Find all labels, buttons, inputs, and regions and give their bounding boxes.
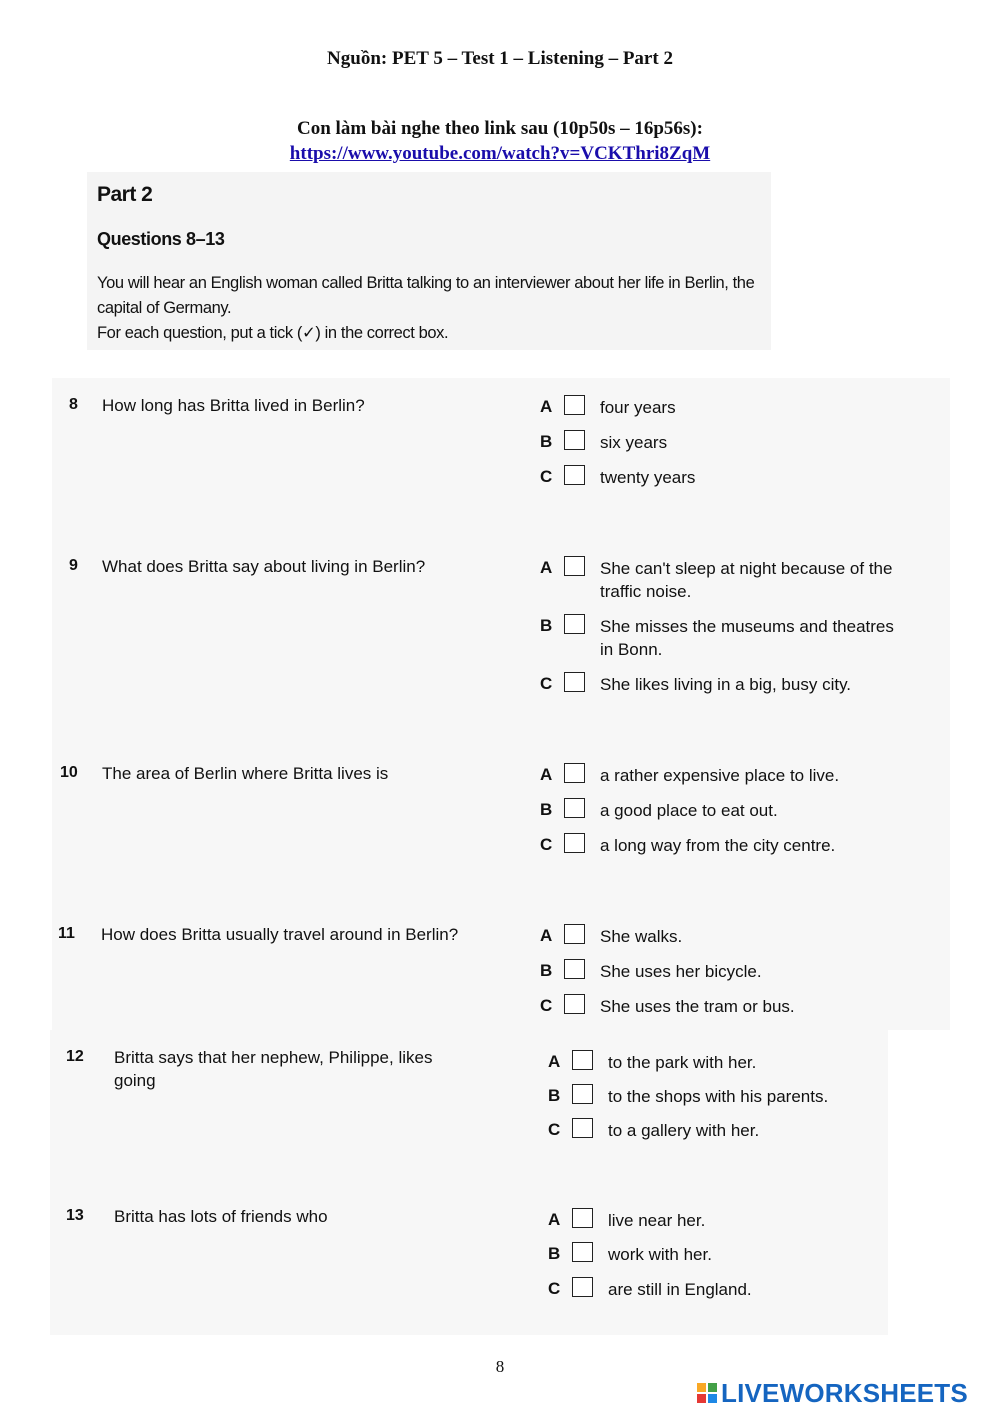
- option-text: six years: [600, 433, 668, 452]
- youtube-link[interactable]: https://www.youtube.com/watch?v=VCKThri8ZqM: [289, 143, 711, 164]
- option-letter: C: [548, 1120, 561, 1139]
- option-letter: B: [548, 1244, 561, 1263]
- answer-checkbox[interactable]: [572, 1118, 593, 1138]
- option-letter: C: [540, 996, 553, 1015]
- answer-checkbox[interactable]: [564, 556, 585, 576]
- source-line: Nguồn: PET 5 – Test 1 – Listening – Part 2: [327, 48, 673, 69]
- instructions-line-2: For each question, put a tick (✓) in the correct box.: [97, 324, 449, 342]
- answer-checkbox[interactable]: [564, 430, 585, 450]
- question-text: Britta has lots of friends who: [114, 1207, 328, 1226]
- instructions-line-1: You will hear an English woman called Britta talking to an interviewer about her life in Berlin, the capital of Germany.: [97, 274, 755, 317]
- answer-checkbox[interactable]: [564, 672, 585, 692]
- option-letter: B: [540, 616, 553, 635]
- option-letter: C: [548, 1279, 561, 1298]
- questions-range: Questions 8–13: [97, 229, 225, 249]
- logo-square: [708, 1383, 717, 1392]
- answer-checkbox[interactable]: [564, 924, 585, 944]
- question-number: 13: [66, 1207, 84, 1224]
- question-text: How long has Britta lived in Berlin?: [102, 396, 365, 415]
- liveworksheets-icon: [697, 1383, 717, 1403]
- option-text: live near her.: [608, 1211, 706, 1230]
- option-text: work with her.: [608, 1245, 712, 1264]
- question-number: 10: [60, 764, 78, 781]
- answer-checkbox[interactable]: [564, 614, 585, 634]
- option-text: She walks.: [600, 927, 683, 946]
- question-number: 8: [69, 396, 78, 413]
- instruction-text: Con làm bài nghe theo link sau (10p50s – 16p56s):: [297, 118, 703, 139]
- answer-checkbox[interactable]: [572, 1050, 593, 1070]
- answer-checkbox[interactable]: [564, 465, 585, 485]
- option-text: a rather expensive place to live.: [600, 766, 840, 785]
- option-letter: C: [540, 467, 553, 486]
- option-text: She uses the tram or bus.: [600, 997, 795, 1016]
- option-text: a good place to eat out.: [600, 801, 778, 820]
- question-number: 9: [69, 557, 78, 574]
- option-text: She misses the museums and theatres in Bonn.: [600, 617, 894, 659]
- option-text: a long way from the city centre.: [600, 836, 836, 855]
- part-instructions: [97, 271, 777, 346]
- question-text: The area of Berlin where Britta lives is: [102, 764, 389, 783]
- option-letter: A: [540, 765, 553, 784]
- option-text: are still in England.: [608, 1280, 752, 1299]
- question-text: Britta says that her nephew, Philippe, likes going: [114, 1048, 433, 1090]
- question-text: What does Britta say about living in Berlin?: [102, 557, 426, 576]
- option-letter: A: [540, 397, 553, 416]
- answer-checkbox[interactable]: [564, 833, 585, 853]
- answer-checkbox[interactable]: [564, 959, 585, 979]
- question-number: 11: [58, 925, 75, 942]
- option-text: She uses her bicycle.: [600, 962, 762, 981]
- brand-name: LIVEWORKSHEETS: [721, 1377, 968, 1408]
- answer-checkbox[interactable]: [572, 1208, 593, 1228]
- option-text: to a gallery with her.: [608, 1121, 760, 1140]
- option-letter: B: [540, 432, 553, 451]
- listening-instruction: [0, 116, 1000, 166]
- option-letter: B: [540, 961, 553, 980]
- option-letter: A: [548, 1052, 561, 1071]
- question-text: How does Britta usually travel around in Berlin?: [101, 925, 459, 944]
- option-text: to the park with her.: [608, 1053, 757, 1072]
- logo-square: [697, 1383, 706, 1392]
- option-letter: C: [540, 674, 553, 693]
- answer-checkbox[interactable]: [564, 395, 585, 415]
- option-text: twenty years: [600, 468, 696, 487]
- option-text: to the shops with his parents.: [608, 1087, 829, 1106]
- answer-checkbox[interactable]: [564, 994, 585, 1014]
- logo-square: [697, 1394, 706, 1403]
- option-letter: A: [540, 926, 553, 945]
- answer-checkbox[interactable]: [564, 798, 585, 818]
- option-text: four years: [600, 398, 676, 417]
- option-text: She can't sleep at night because of the traffic noise.: [600, 559, 893, 601]
- liveworksheets-logo[interactable]: [697, 1378, 968, 1408]
- option-letter: A: [548, 1210, 561, 1229]
- answer-checkbox[interactable]: [572, 1277, 593, 1297]
- option-text: She likes living in a big, busy city.: [600, 675, 852, 694]
- option-letter: C: [540, 835, 553, 854]
- option-letter: B: [540, 800, 553, 819]
- logo-square: [708, 1394, 717, 1403]
- question-number: 12: [66, 1048, 84, 1065]
- answer-checkbox[interactable]: [564, 763, 585, 783]
- page-number: 8: [495, 1357, 505, 1376]
- part-title: Part 2: [97, 183, 153, 206]
- answer-checkbox[interactable]: [572, 1242, 593, 1262]
- option-letter: B: [548, 1086, 561, 1105]
- option-letter: A: [540, 558, 553, 577]
- answer-checkbox[interactable]: [572, 1084, 593, 1104]
